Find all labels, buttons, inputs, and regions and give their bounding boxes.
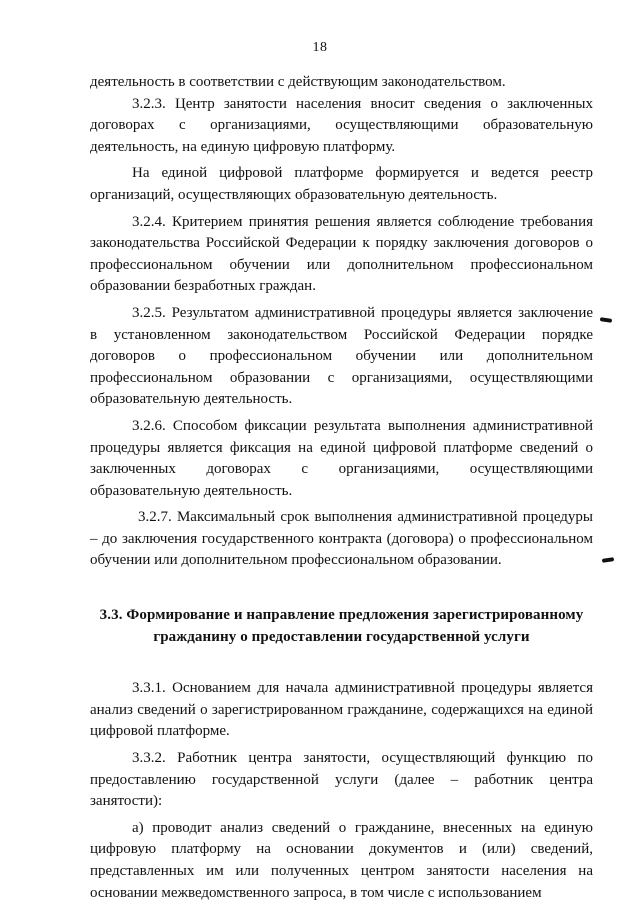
paragraph-3-3-2: 3.3.2. Работник центра занятости, осуществляющий функцию по предоставлению государственной услуги (далее – работник центра занятости):: [90, 750, 593, 810]
paragraph-item-a: а) проводит анализ сведений о гражданине, внесенных на единую цифровую платформу на основании документов и (или) сведений, представленных им или полученных центром занятости населения на основании межведомственного запроса, в том числе с использованием: [90, 819, 593, 901]
paragraph-3-2-6: 3.2.6. Способом фиксации результата выполнения административной процедуры является фиксация на единой цифровой платформе сведений о заключенных договорах с организациями, осуществляющими образовательную деятельность.: [90, 417, 593, 499]
section-heading-3-3: 3.3. Формирование и направление предложения зарегистрированному гражданину о предоставлении государственной услуги: [99, 607, 584, 645]
paragraph-registry: На единой цифровой платформе формируется и ведется реестр организаций, осуществляющих образовательную деятельность.: [90, 165, 593, 203]
paragraph-3-2-4: 3.2.4. Критерием принятия решения является соблюдение требования законодательства Российской Федерации к порядку заключения договоров о профессиональном обучении или дополнительном профессиональном образовании безработных граждан.: [90, 213, 593, 295]
scan-edge-mark: [600, 317, 612, 323]
document-body: [90, 72, 593, 904]
scan-edge-mark: [602, 557, 614, 563]
paragraph-3-2-5: 3.2.5. Результатом административной процедуры является заключение в установленном законодательством Российской Федерации порядке договоров о профессиональном обучении или дополнительном профессиональном образовании с организациями, осуществляющими образовательную деятельность.: [90, 304, 593, 408]
paragraph-3-3-1: 3.3.1. Основанием для начала административной процедуры является анализ сведений о зарегистрированном гражданине, содержащихся на единой цифровой платформе.: [90, 680, 593, 740]
paragraph-3-2-7: 3.2.7. Максимальный срок выполнения административной процедуры – до заключения государственного контракта (договора) о профессиональном обучении или дополнительном профессиональном образовании.: [90, 509, 593, 569]
paragraph-3-2-3: 3.2.3. Центр занятости населения вносит сведения о заключенных договорах с организациями, осуществляющими образовательную деятельность, на единую цифровую платформу.: [90, 95, 593, 155]
paragraph-continuation: деятельность в соответствии с действующим законодательством.: [90, 74, 506, 90]
page-number: 18: [312, 40, 328, 55]
